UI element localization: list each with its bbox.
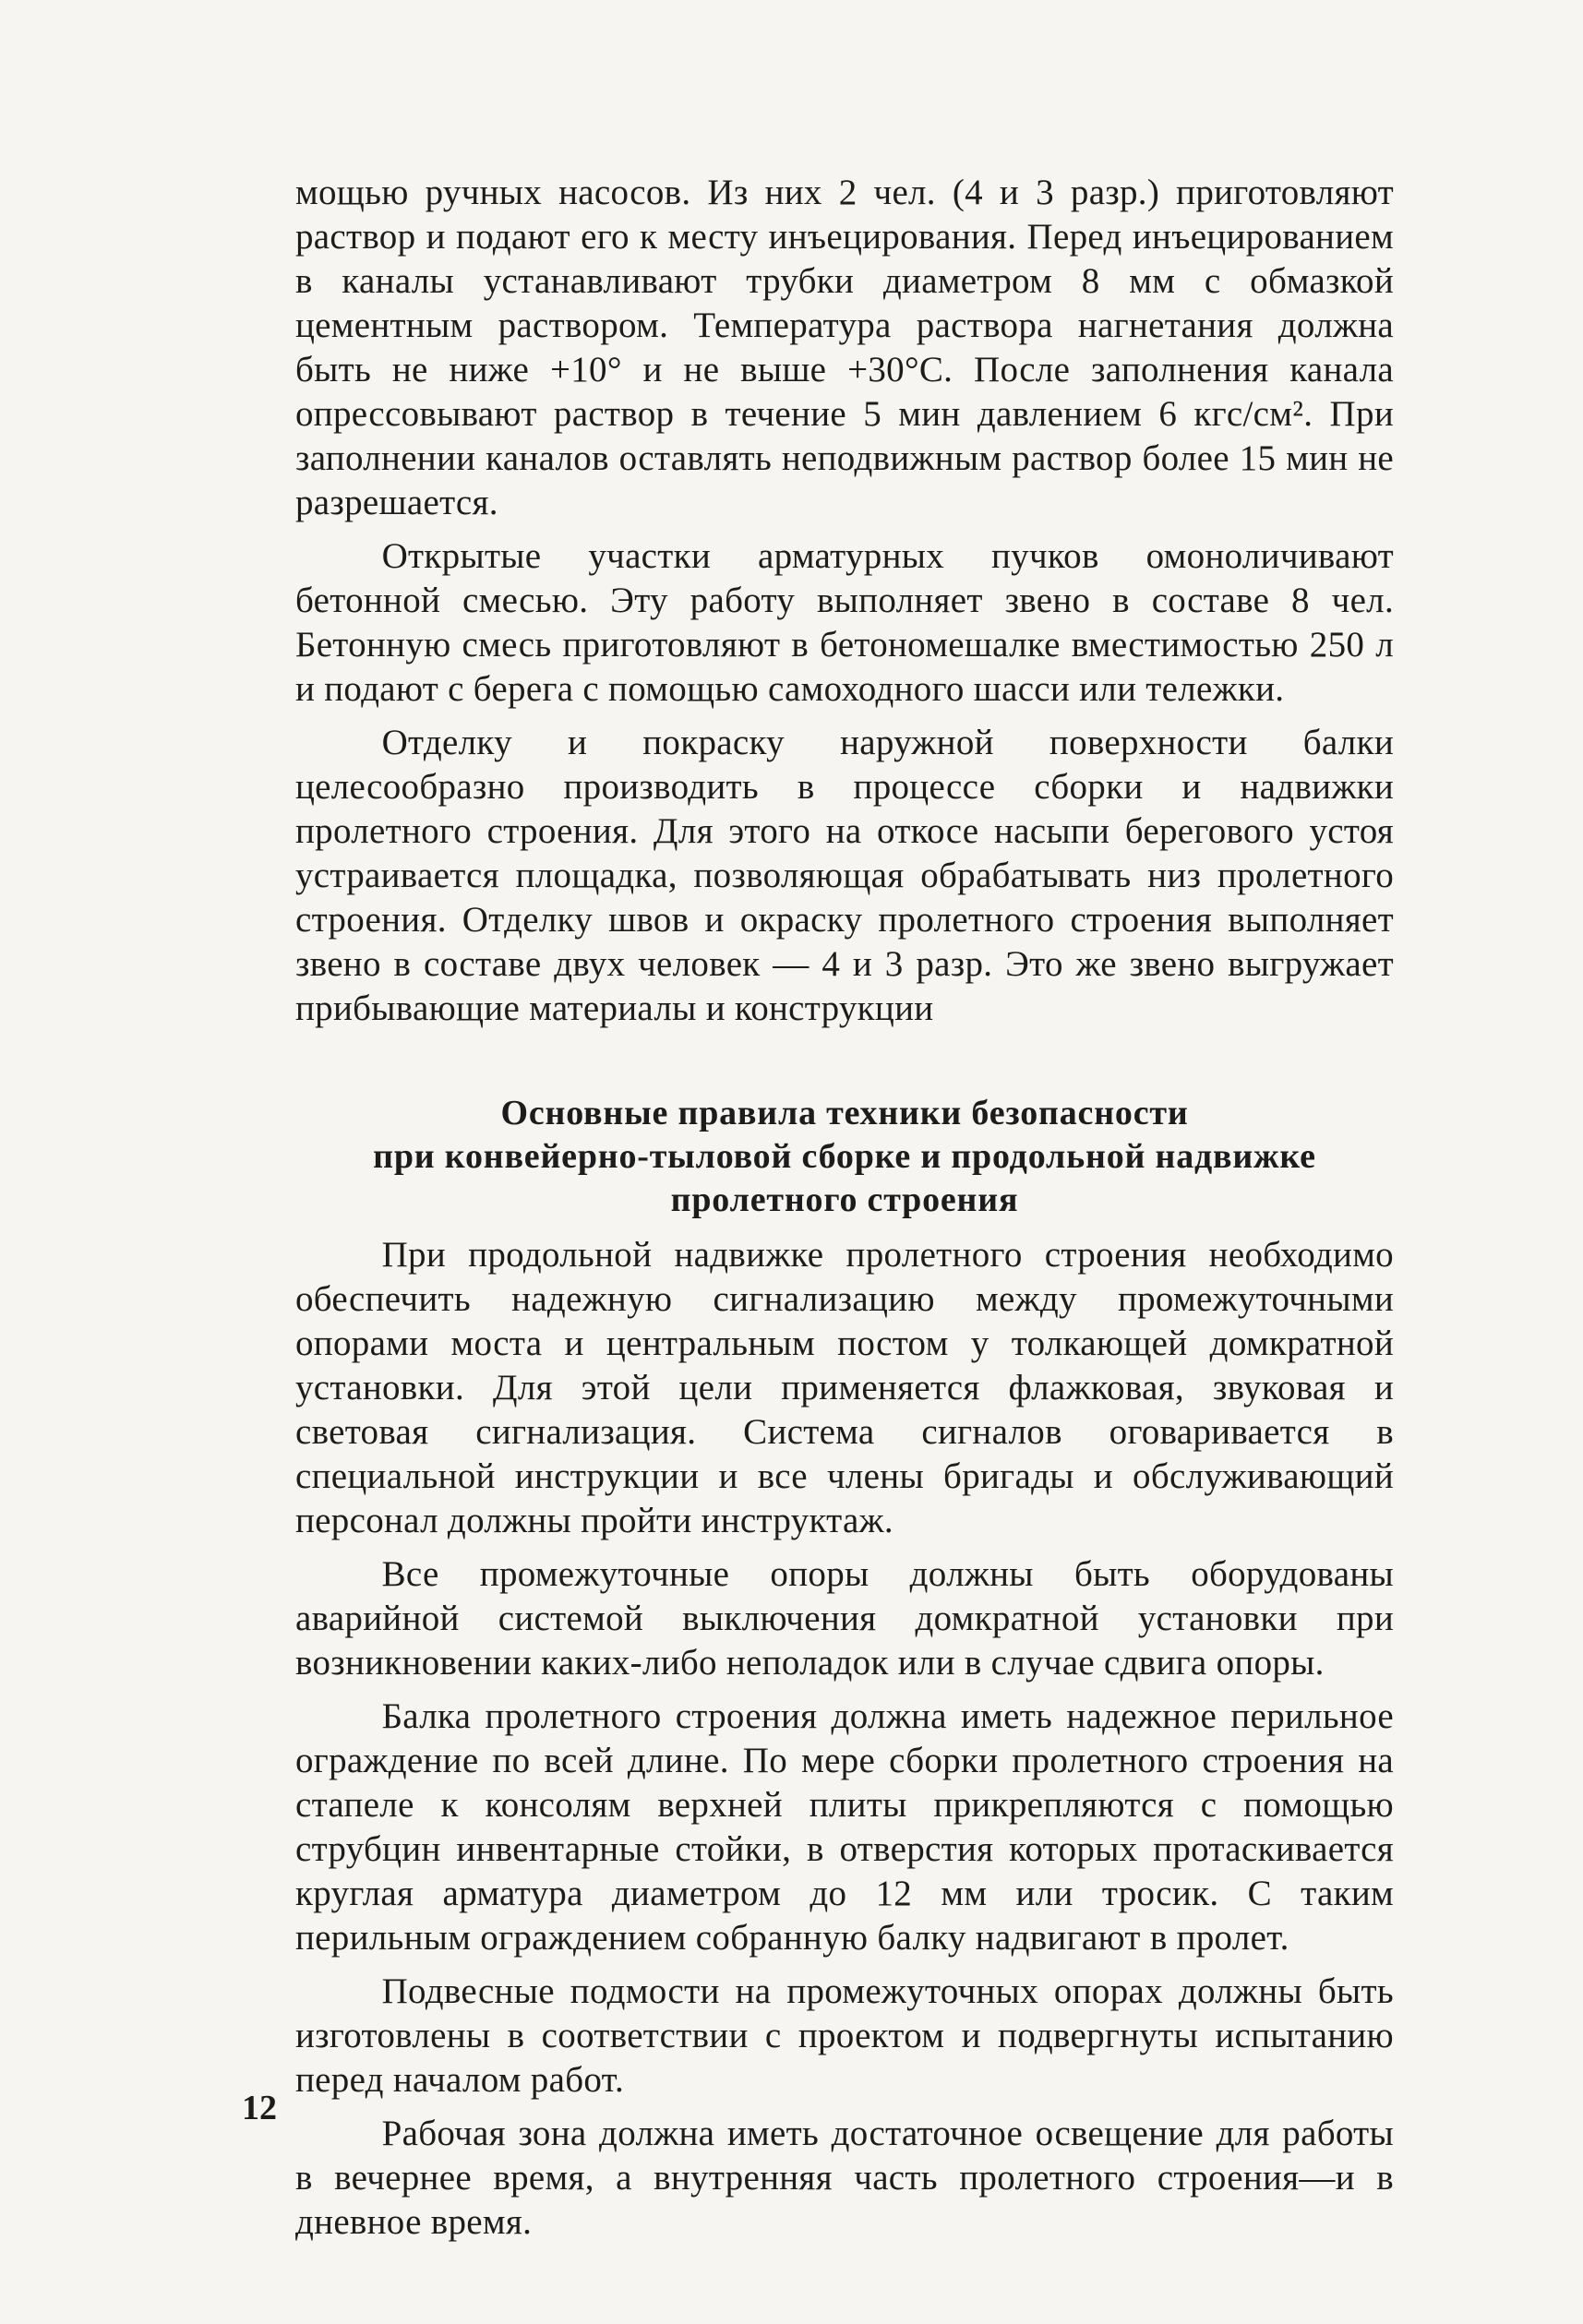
paragraph-emergency-shutdown: Все промежуточные опоры должны быть оборудованы аварийной системой выключения домкратной установки при возникновении каких-либо неполадок или в случае сдвига опоры. [295, 1554, 1394, 1683]
paragraph-railing: Балка пролетного строения должна иметь надежное перильное ограждение по всей длине. По мере сборки пролетного строения на стапеле к консолям верхней плиты прикрепляются с помощью струбцин инвентарные стойки, в отверстия которых протаскивается круглая арматура диаметром до 12 мм или тросик. С таким перильным ограждением собранную балку надвигают в пролет. [295, 1696, 1394, 1958]
paragraph-hanging-scaffolds: Подвесные подмости на промежуточных опорах должны быть изготовлены в соответствии с проектом и подвергнуты испытанию перед началом работ. [295, 1971, 1394, 2100]
page-number: 12 [242, 2089, 277, 2127]
section-heading-line-3: пролетного строения [670, 1180, 1019, 1219]
paragraph-lighting: Рабочая зона должна иметь достаточное освещение для работы в вечернее время, а внутренняя часть пролетного строения—и в дневное время. [295, 2114, 1394, 2242]
paragraph-grout-injection: мощью ручных насосов. Из них 2 чел. (4 и 3 разр.) приготовляют раствор и подают его к месту инъецирования. Перед инъецированием в каналы устанавливают трубки диаметром 8 мм с обмазкой цементным раствором. Температура раствора нагнетания должна быть не ниже +10° и не выше +30°C. После заполнения канала опрессовывают раствор в течение 5 мин давлением 6 кгс/см². При заполнении каналов оставлять неподвижным раствор более 15 мин не разрешается. [295, 173, 1394, 522]
paragraph-signaling: При продольной надвижке пролетного строения необходимо обеспечить надежную сигнализацию между промежуточными опорами моста и центральным постом у толкающей домкратной установки. Для этой цели применяется флажковая, звуковая и световая сигнализация. Система сигналов оговаривается в специальной инструкции и все члены бригады и обслуживающий персонал должны пройти инструктаж. [295, 1235, 1394, 1540]
page-body [295, 171, 1394, 2254]
section-heading [295, 1092, 1394, 1222]
section-heading-line-1: Основные правила техники безопасности [500, 1094, 1189, 1132]
paragraph-finishing-painting: Отделку и покраску наружной поверхности балки целесообразно производить в процессе сборки и надвижки пролетного строения. Для этого на откосе насыпи берегового устоя устраивается площадка, позволяющая обрабатывать низ пролетного строения. Отделку швов и окраску пролетного строения выполняет звено в составе двух человек — 4 и 3 разр. Это же звено выгружает прибывающие материалы и конструкции [295, 723, 1394, 1028]
paragraph-concrete-filling: Открытые участки арматурных пучков омоноличивают бетонной смесью. Эту работу выполняет звено в составе 8 чел. Бетонную смесь приготовляют в бетономешалке вместимостью 250 л и подают с берега с помощью самоходного шасси или тележки. [295, 536, 1394, 709]
section-heading-line-2: при конвейерно-тыловой сборке и продольной надвижке [373, 1137, 1316, 1176]
